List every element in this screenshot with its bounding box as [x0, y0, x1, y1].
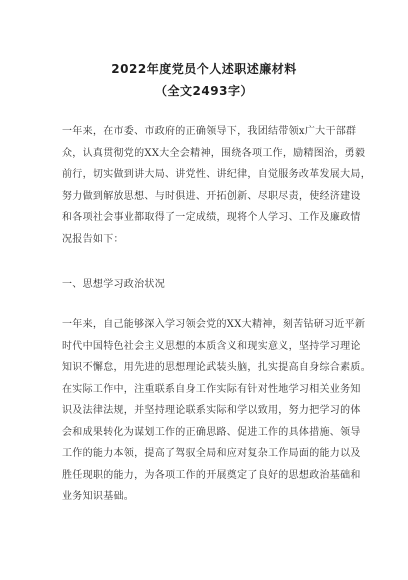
- paragraph-line: 胜任现职的能力，为各项工作的开展奠定了良好的思想政治基础和: [62, 469, 361, 481]
- document-title: 2022年度党员个人述职述廉材料: [111, 62, 297, 76]
- paragraph-line: 和各项社会事业都取得了一定成绩，现将个人学习、工作及廉政情: [62, 212, 361, 223]
- paragraph-line: 时代中国特色社会主义思想的本质含义和现实意义，坚持学习理论: [62, 340, 361, 352]
- paragraph-line: 前行，切实做到讲大局、讲党性、讲纪律，自觉服务改革发展大局，: [62, 169, 371, 180]
- paragraph-line: 工作的能力本领，提高了驾驭全局和应对复杂工作局面的能力以及: [62, 448, 361, 459]
- paragraph-line: 在实际工作中，注重联系自身工作实际有针对性地学习相关业务知: [62, 383, 361, 395]
- paragraph-line: 众，认真贯彻党的XX大全会精神，围绕各项工作，励精图治，勇毅: [62, 147, 366, 159]
- paragraph-line: 会和成果转化为谋划工作的正确思路、促进工作的具体措施、领导: [62, 426, 361, 438]
- paragraph-line: 业务知识基础。: [62, 491, 135, 502]
- paragraph-line: 知识不懈怠，用先进的思想理论武装头脑，扎实提高自身综合素质。: [62, 362, 371, 373]
- paragraph-line: 一年来，在市委、市政府的正确领导下，我团结带领x广大干部群: [62, 126, 357, 137]
- paragraph-line: 努力做到解放思想、与时俱进、开拓创新、尽职尽责，使经济建设: [62, 190, 361, 202]
- paragraph-line: 一年来，自己能够深入学习领会党的XX大精神，刻苦钻研习近平新: [62, 319, 366, 330]
- paragraph-line: 况报告如下：: [62, 233, 124, 245]
- document-subtitle: （全文2493字）: [155, 84, 253, 98]
- paragraph-line: 识及法律法规，并坚持理论联系实际和学以致用，努力把学习的体: [62, 405, 361, 416]
- section-paragraph: [62, 314, 371, 508]
- intro-paragraph: [62, 121, 371, 250]
- section-heading: 一、思想学习政治状况: [62, 279, 165, 290]
